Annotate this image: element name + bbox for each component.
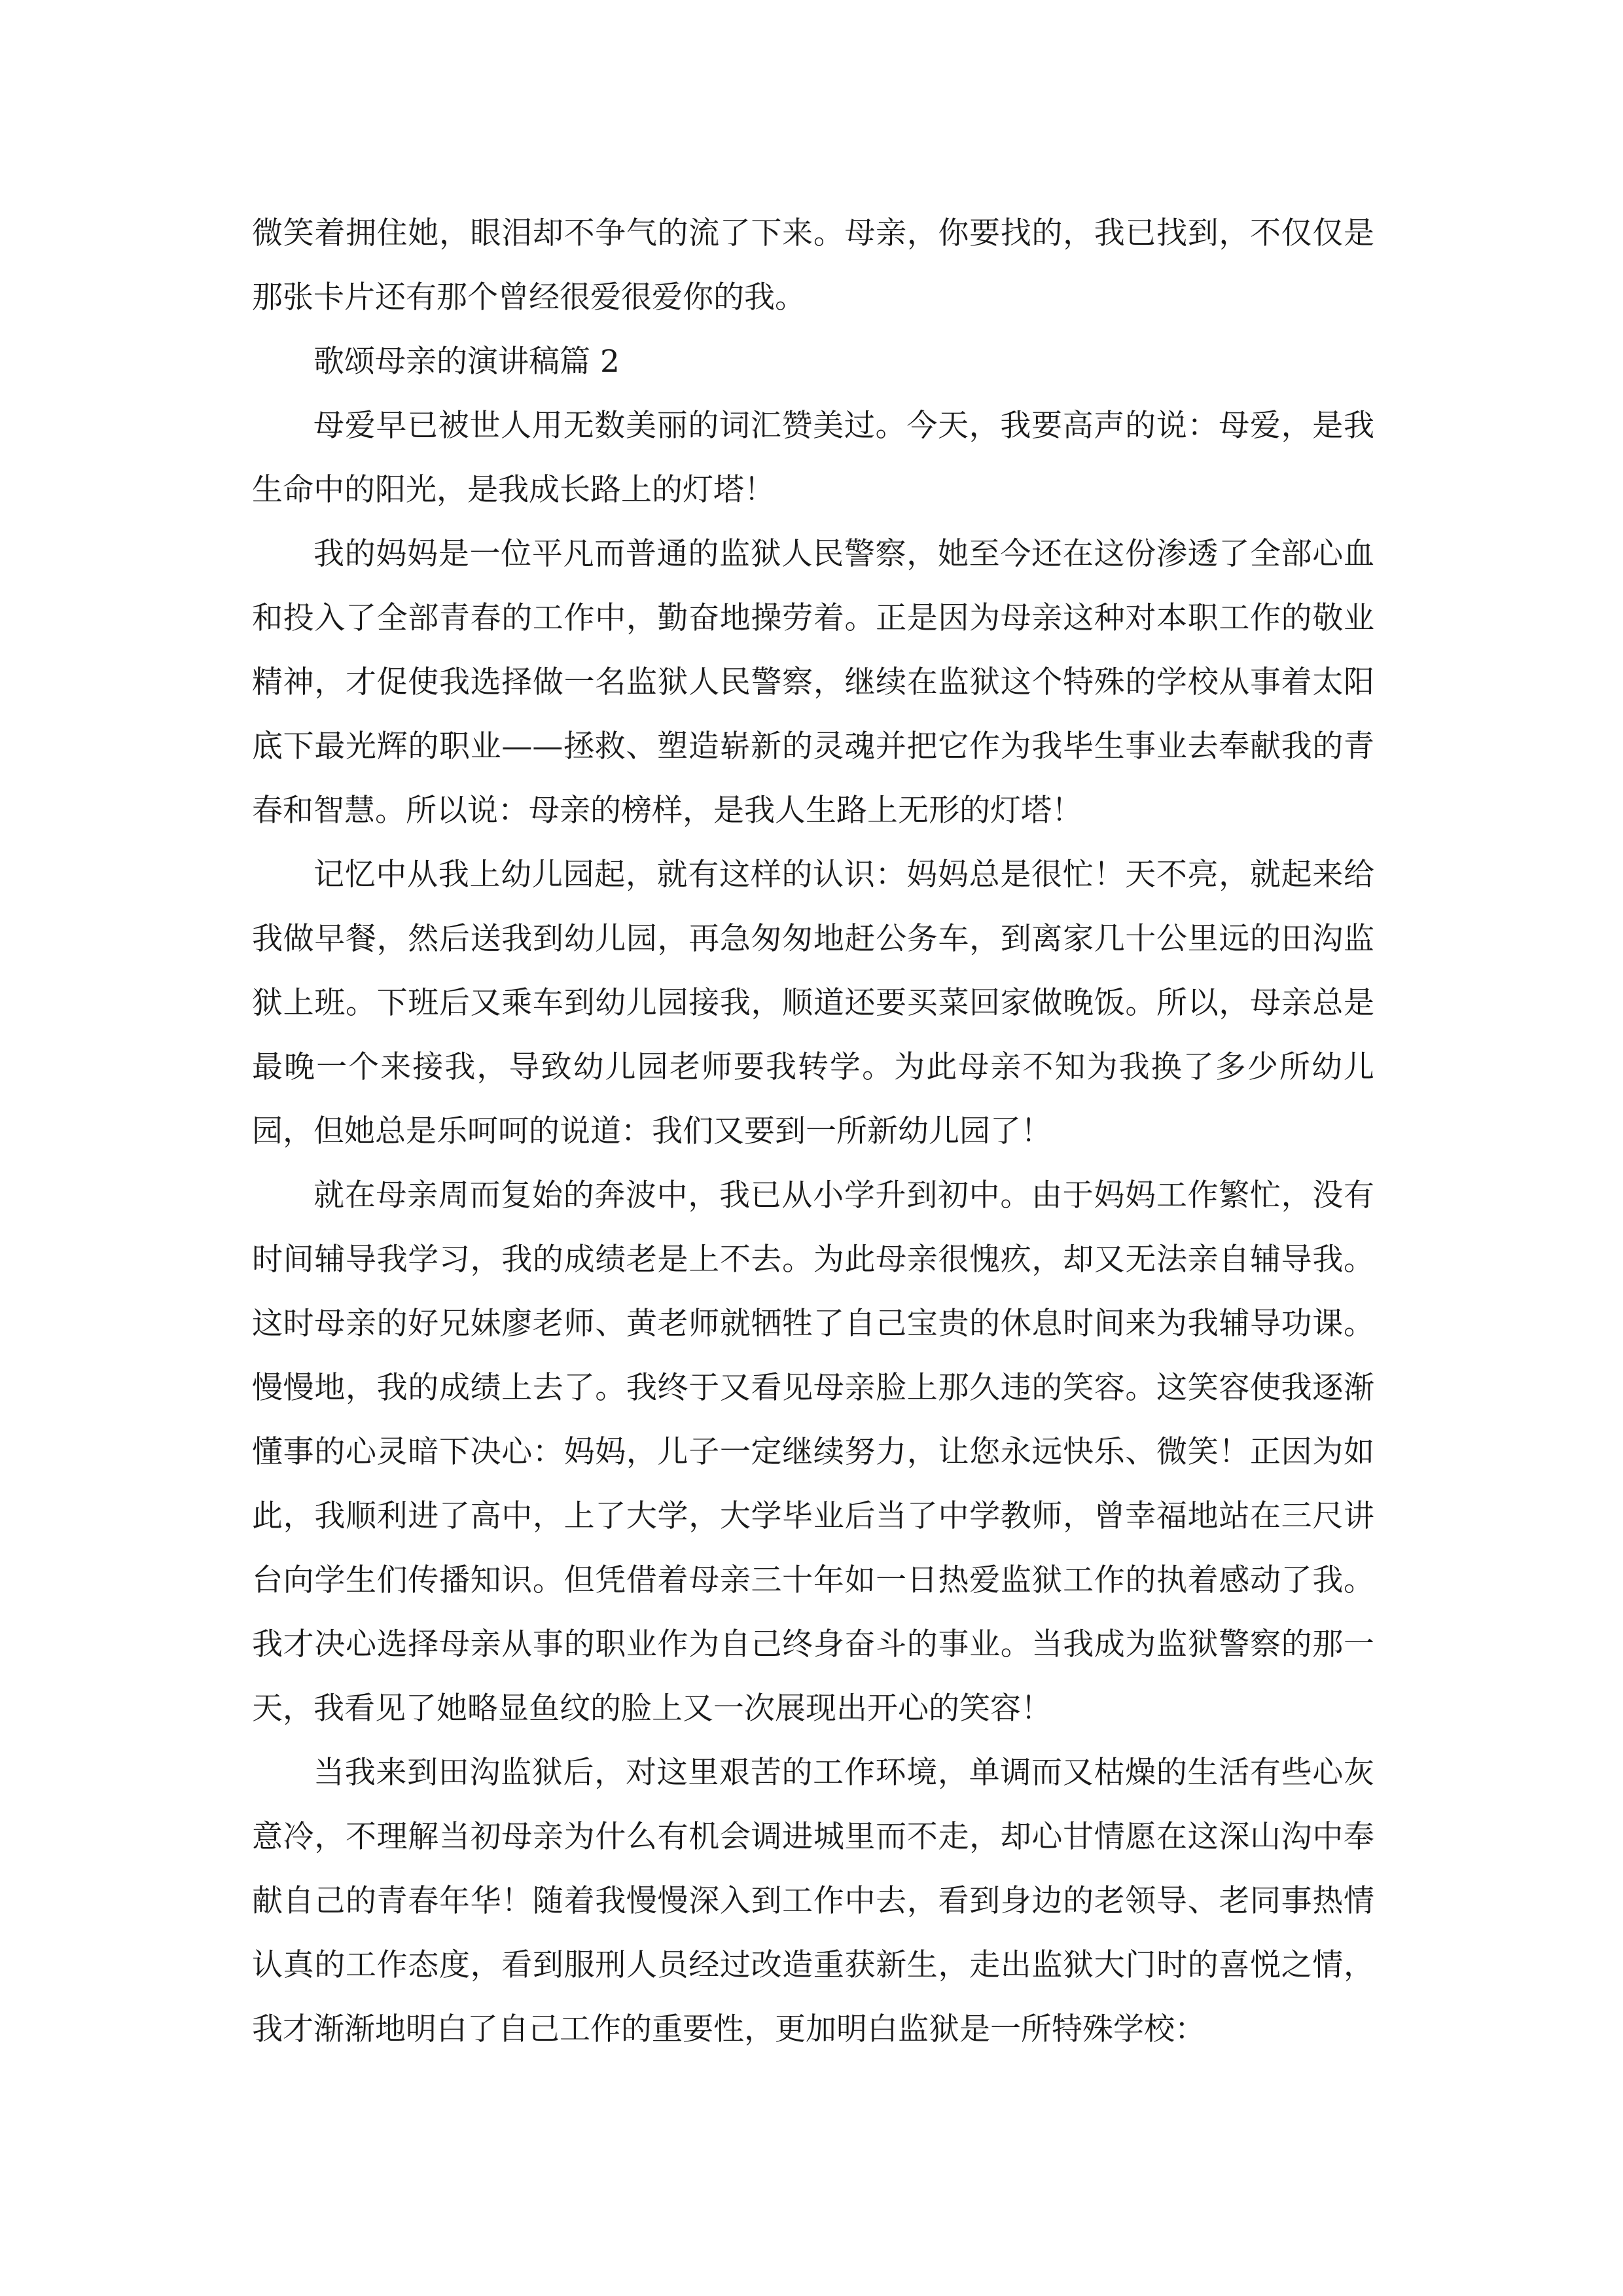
body-paragraph-3: 记忆中从我上幼儿园起，就有这样的认识：妈妈总是很忙！天不亮，就起来给我做早餐，然后送我到幼儿园，再急匆匆地赶公务车，到离家几十公里远的田沟监狱上班。下班后又乘车到幼儿园接我，顺道还要买菜回家做晚饭。所以，母亲总是最晚一个来接我，导致幼儿园老师要我转学。为此母亲不知为我换了多少所幼儿园，但她总是乐呵呵的说道：我们又要到一所新幼儿园了！ [252, 857, 1374, 1149]
body-paragraph-2: 我的妈妈是一位平凡而普通的监狱人民警察，她至今还在这份渗透了全部心血和投入了全部青春的工作中，勤奋地操劳着。正是因为母亲这种对本职工作的敬业精神，才促使我选择做一名监狱人民警察，继续在监狱这个特殊的学校从事着太阳底下最光辉的职业——拯救、塑造崭新的灵魂并把它作为我毕生事业去奉献我的青春和智慧。所以说：母亲的榜样，是我人生路上无形的灯塔！ [252, 536, 1374, 829]
section-title: 歌颂母亲的演讲稿篇 2 [313, 344, 620, 380]
document-page [252, 202, 1374, 2100]
body-paragraph-5: 当我来到田沟监狱后，对这里艰苦的工作环境，单调而又枯燥的生活有些心灰意冷，不理解当初母亲为什么有机会调进城里而不走，却心甘情愿在这深山沟中奉献自己的青春年华！随着我慢慢深入到工作中去，看到身边的老领导、老同事热情认真的工作态度，看到服刑人员经过改造重获新生，走出监狱大门时的喜悦之情，我才渐渐地明白了自己工作的重要性，更加明白监狱是一所特殊学校： [252, 1755, 1374, 2047]
body-paragraph-4: 就在母亲周而复始的奔波中，我已从小学升到初中。由于妈妈工作繁忙，没有时间辅导我学习，我的成绩老是上不去。为此母亲很愧疚，却又无法亲自辅导我。这时母亲的好兄妹廖老师、黄老师就牺牲了自己宝贵的休息时间来为我辅导功课。慢慢地，我的成绩上去了。我终于又看见母亲脸上那久违的笑容。这笑容使我逐渐懂事的心灵暗下决心：妈妈，儿子一定继续努力，让您永远快乐、微笑！正因为如此，我顺利进了高中，上了大学，大学毕业后当了中学教师，曾幸福地站在三尺讲台向学生们传播知识。但凭借着母亲三十年如一日热爱监狱工作的执着感动了我。我才决心选择母亲从事的职业作为自己终身奋斗的事业。当我成为监狱警察的那一天，我看见了她略显鱼纹的脸上又一次展现出开心的笑容！ [252, 1177, 1374, 1727]
continuation-paragraph: 微笑着拥住她，眼泪却不争气的流了下来。母亲，你要找的，我已找到，不仅仅是那张卡片还有那个曾经很爱很爱你的我。 [252, 215, 1374, 315]
body-paragraph-1: 母爱早已被世人用无数美丽的词汇赞美过。今天，我要高声的说：母爱，是我生命中的阳光，是我成长路上的灯塔！ [252, 408, 1374, 508]
